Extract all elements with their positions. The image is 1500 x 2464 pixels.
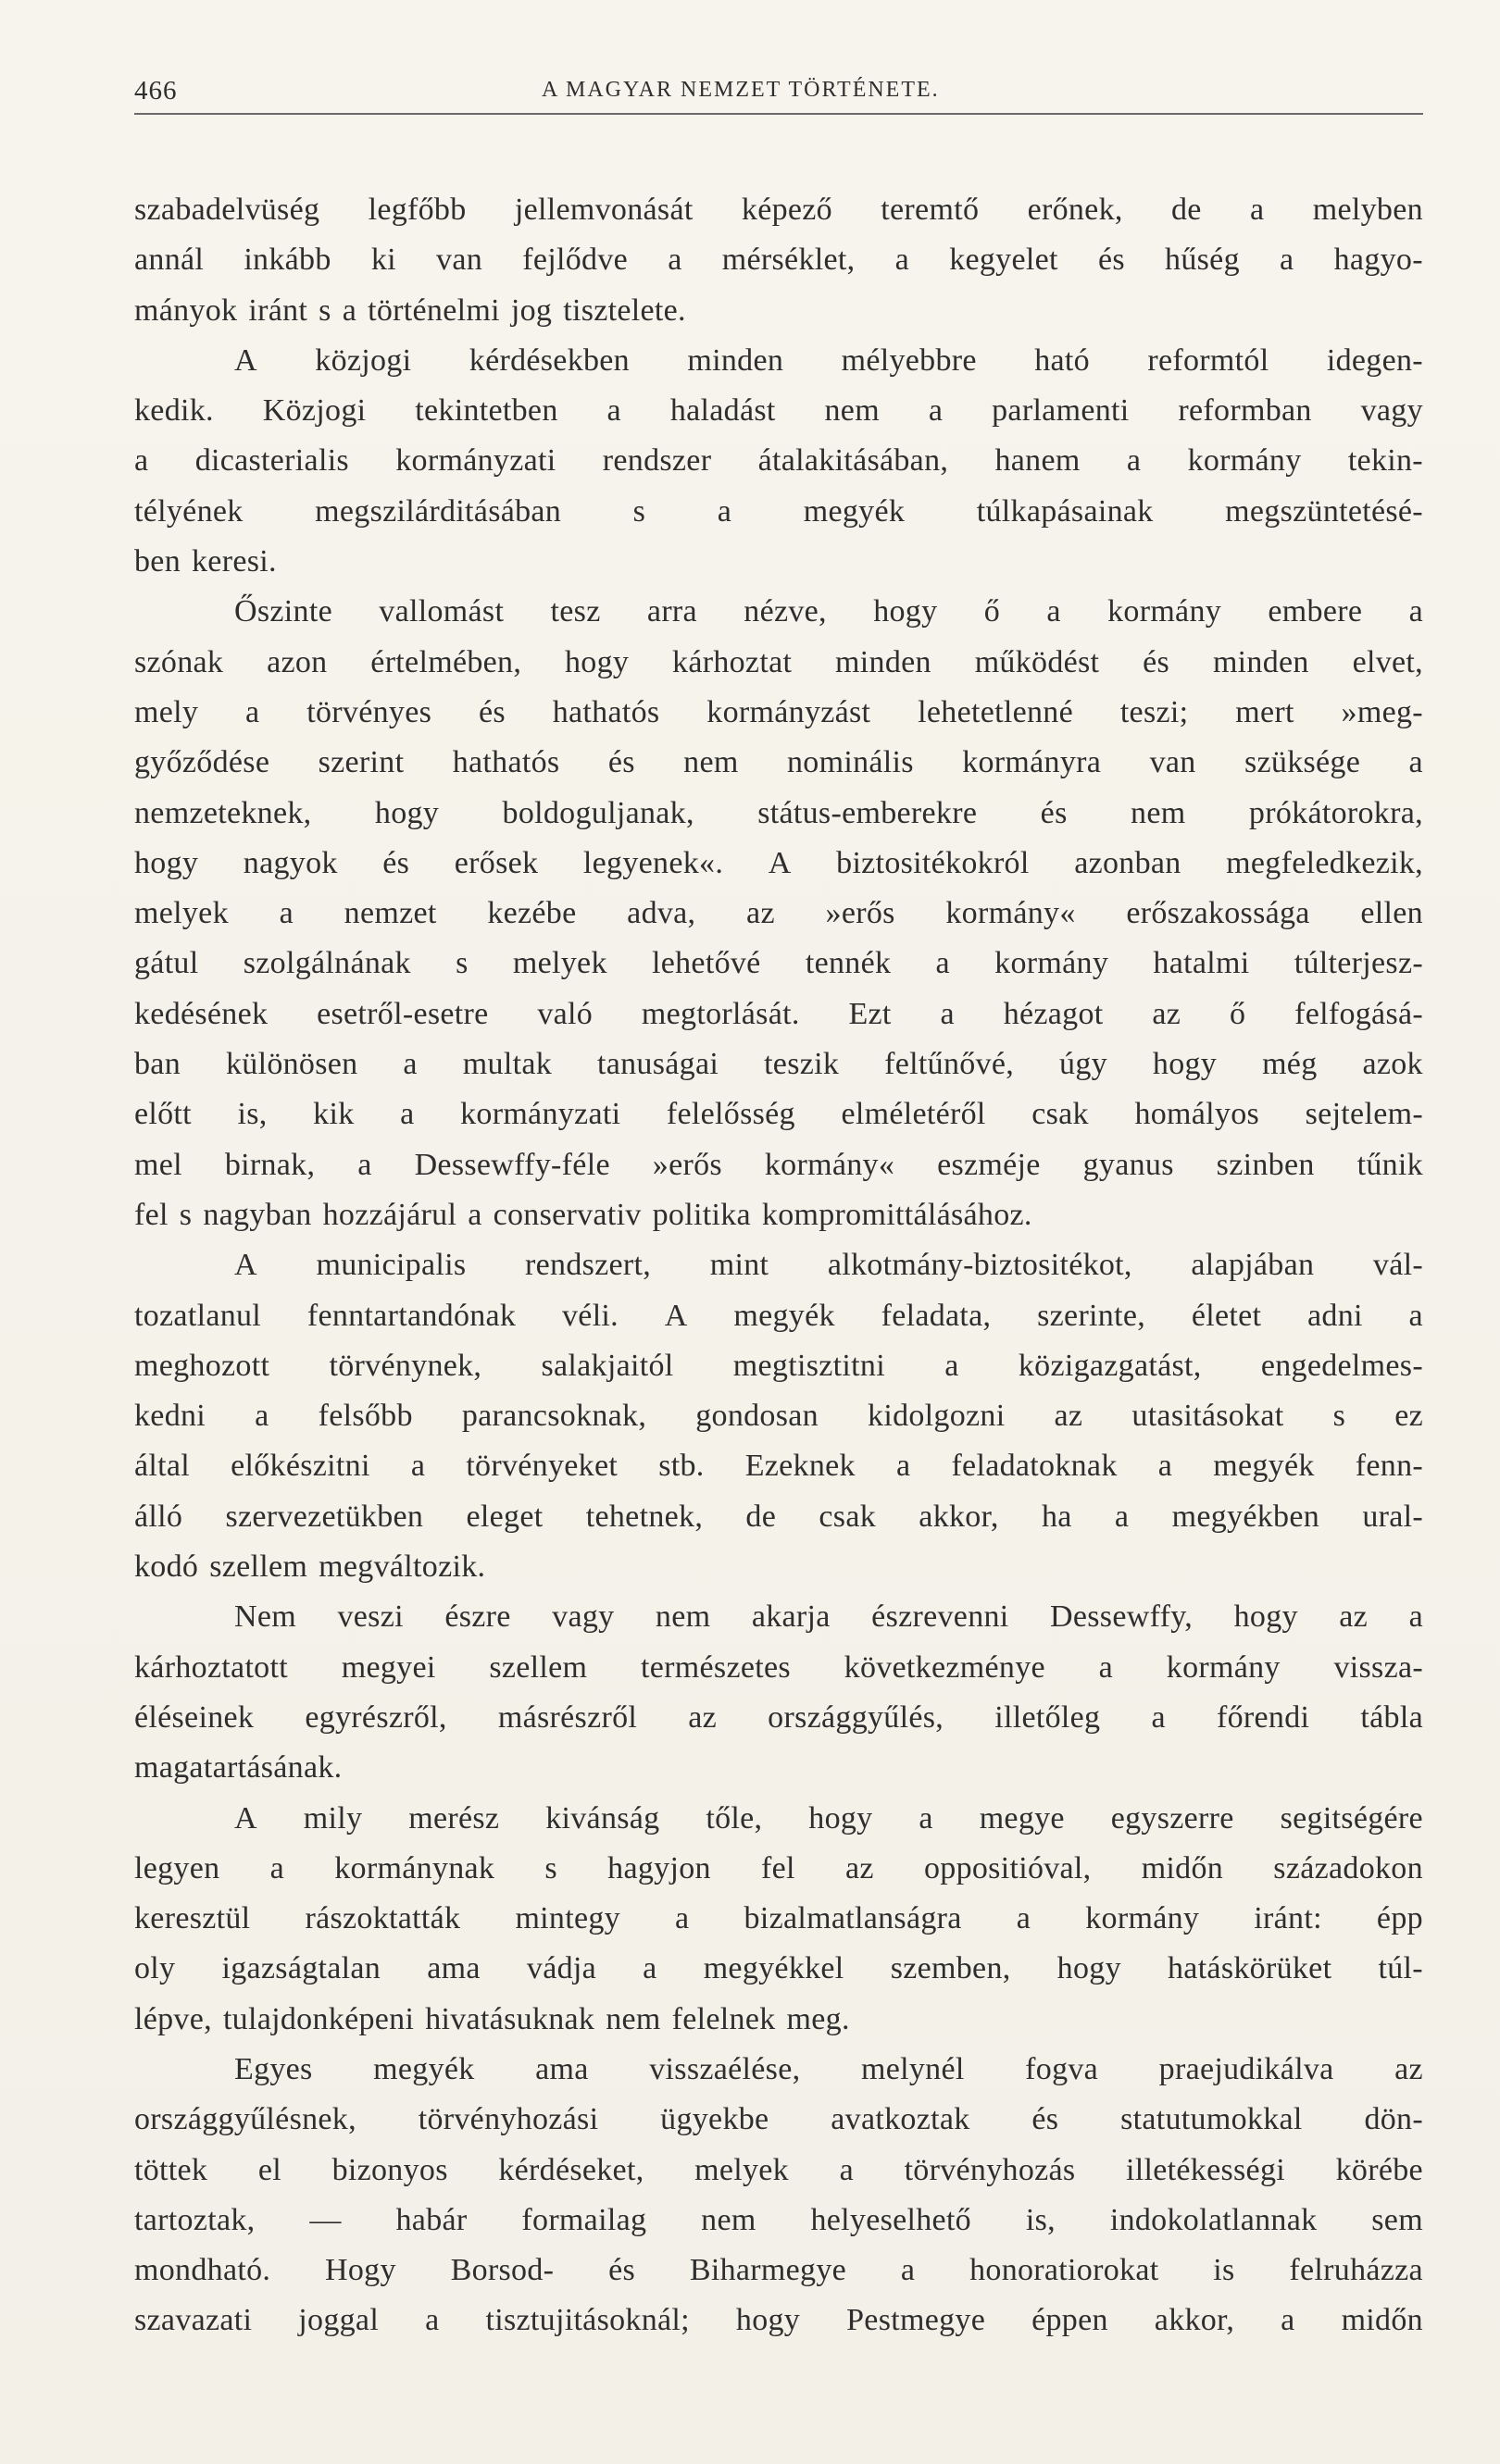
running-title: A MAGYAR NEMZET TÖRTÉNETE. [542,78,940,102]
text-line: kedésének esetről-esetre való megtorlását. Ezt a hézagot az ő felfogásá- [134,996,1423,1031]
body-text [134,185,1423,2346]
text-line: keresztül rászoktatták mintegy a bizalmatlanságra a kormány iránt: épp [134,1901,1423,1936]
text-line: kedik. Közjogi tekintetben a haladást nem a parlamenti reformban vagy [134,393,1423,429]
text-line: tozatlanul fenntartandónak véli. A megyék feladata, szerinte, életet adni a [134,1298,1423,1333]
text-line: álló szervezetükben eleget tehetnek, de csak akkor, ha a megyékben ural- [134,1499,1423,1534]
text-line: melyek a nemzet kezébe adva, az »erős kormány« erőszakossága ellen [134,896,1423,931]
text-line: éléseinek egyrészről, másrészről az országgyűlés, illetőleg a főrendi tábla [134,1699,1423,1735]
text-line: szavazati joggal a tisztujitásoknál; hogy Pestmegye éppen akkor, a midőn [134,2303,1423,2338]
page-number: 466 [134,76,178,106]
text-line: mel birnak, a Dessewffy-féle »erős kormány« eszméje gyanus szinben tűnik [134,1147,1423,1182]
text-line: ban különösen a multak tanuságai teszik feltűnővé, úgy hogy még azok [134,1047,1423,1082]
text-line: meghozott törvénynek, salakjaitól megtisztitni a közigazgatást, engedelmes- [134,1348,1423,1383]
text-line: szabadelvüség legfőbb jellemvonását képező teremtő erőnek, de a melyben [134,193,1423,227]
text-line: ben keresi. [134,544,277,579]
text-line: nemzeteknek, hogy boldoguljanak, státus-emberekre és nem prókátorokra, [134,795,1423,830]
text-line: Egyes megyék ama visszaélése, melynél fogva praejudikálva az [234,2051,1423,2086]
text-line: győződése szerint hathatós és nem nominális kormányra van szüksége a [134,745,1423,780]
text-line: kárhoztatott megyei szellem természetes következménye a kormány vissza- [134,1649,1423,1685]
text-line: mely a törvényes és hathatós kormányzást lehetetlenné teszi; mert »meg- [134,694,1423,729]
text-line: fel s nagyban hozzájárul a conservativ politika kompromittálásához. [134,1197,1032,1232]
text-line: legyen a kormánynak s hagyjon fel az oppositióval, midőn századokon [134,1850,1423,1885]
text-line: szónak azon értelmében, hogy kárhoztat minden működést és minden elvet, [134,644,1423,679]
text-line: országgyűlésnek, törvényhozási ügyekbe avatkoztak és statutumokkal dön- [134,2102,1423,2137]
text-line: A mily merész kivánság tőle, hogy a megye egyszerre segitségére [234,1800,1423,1836]
text-line: A municipalis rendszert, mint alkotmány-biztositékot, alapjában vál- [234,1248,1423,1283]
text-line: a dicasterialis kormányzati rendszer átalakitásában, hanem a kormány tekin- [134,443,1423,479]
text-line: mányok iránt s a történelmi jog tisztelete. [134,292,686,328]
text-line: gátul szolgálnának s melyek lehetővé tennék a kormány hatalmi túlterjesz- [134,946,1423,981]
text-line: kedni a felsőbb parancsoknak, gondosan kidolgozni az utasitásokat s ez [134,1399,1423,1434]
text-line: télyének megszilárditásában s a megyék túlkapásainak megszüntetésé- [134,493,1423,529]
text-line: oly igazságtalan ama vádja a megyékkel szemben, hogy hatáskörüket túl- [134,1951,1423,1986]
text-line: annál inkább ki van fejlődve a mérséklet, a kegyelet és hűség a hagyo- [134,243,1423,278]
text-line: lépve, tulajdonképeni hivatásuknak nem felelnek meg. [134,2001,850,2036]
text-line: kodó szellem megváltozik. [134,1549,486,1585]
text-line: Nem veszi észre vagy nem akarja észrevenni Dessewffy, hogy az a [234,1599,1423,1635]
text-line: hogy nagyok és erősek legyenek«. A biztositékokról azonban megfeledkezik, [134,845,1423,880]
text-line: mondható. Hogy Borsod- és Biharmegye a honoratiorokat is felruházza [134,2253,1423,2288]
text-line: Őszinte vallomást tesz arra nézve, hogy ő a kormány embere a [234,594,1423,629]
text-line: tartoztak, — habár formailag nem helyeselhető is, indokolatlannak sem [134,2202,1423,2237]
page-header [134,76,1423,115]
text-line: által előkészitni a törvényeket stb. Ezeknek a feladatoknak a megyék fenn- [134,1449,1423,1484]
text-line: töttek el bizonyos kérdéseket, melyek a törvényhozás illetékességi körébe [134,2152,1423,2187]
text-line: magatartásának. [134,1750,343,1786]
text-line: A közjogi kérdésekben minden mélyebbre ható reformtól idegen- [234,342,1423,378]
text-line: előtt is, kik a kormányzati felelősség elméletéről csak homályos sejtelem- [134,1097,1423,1132]
